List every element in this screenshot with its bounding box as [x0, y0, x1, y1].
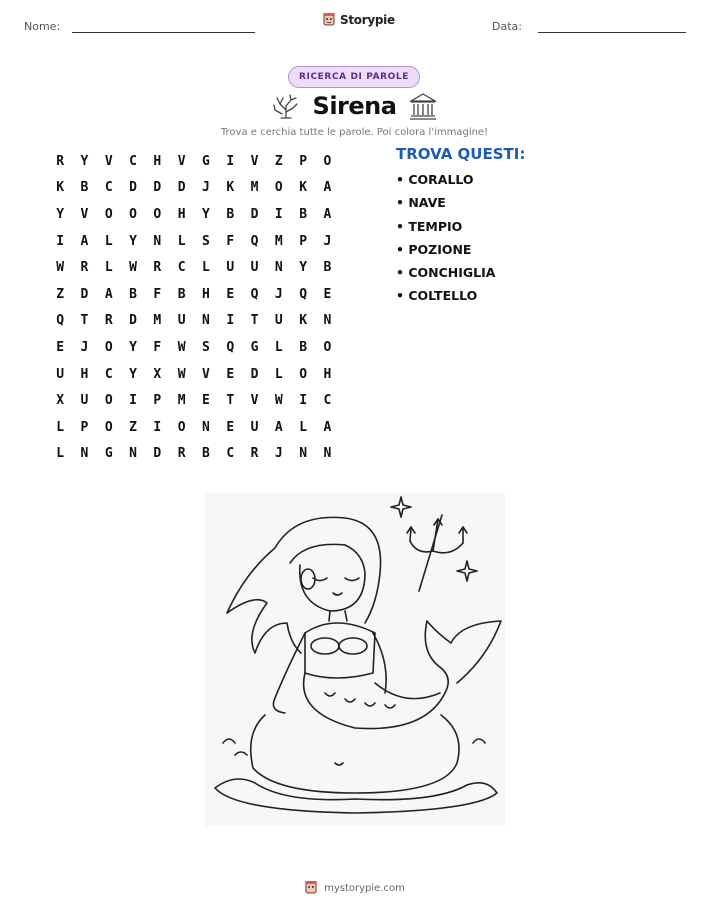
- grid-letter[interactable]: A: [104, 286, 113, 302]
- grid-letter[interactable]: L: [274, 339, 283, 355]
- grid-letter[interactable]: Q: [226, 339, 235, 355]
- grid-letter[interactable]: U: [250, 260, 259, 276]
- grid-letter[interactable]: L: [202, 260, 210, 276]
- grid-letter[interactable]: H: [153, 153, 162, 169]
- grid-letter[interactable]: C: [177, 260, 186, 276]
- grid-letter[interactable]: Z: [56, 286, 65, 302]
- grid-letter[interactable]: O: [299, 366, 308, 382]
- grid-letter[interactable]: C: [104, 366, 113, 382]
- grid-letter[interactable]: J: [80, 339, 89, 355]
- grid-letter[interactable]: V: [250, 153, 259, 169]
- grid-letter[interactable]: O: [104, 419, 113, 435]
- grid-letter[interactable]: O: [323, 153, 332, 169]
- grid-letter[interactable]: Y: [56, 206, 65, 222]
- grid-letter[interactable]: W: [177, 339, 186, 355]
- grid-letter[interactable]: C: [129, 153, 137, 169]
- grid-letter[interactable]: D: [153, 446, 162, 462]
- grid-letter[interactable]: P: [299, 153, 308, 169]
- grid-letter[interactable]: Z: [129, 419, 137, 435]
- grid-letter[interactable]: J: [274, 286, 283, 302]
- grid-row: [48, 175, 340, 202]
- mermaid-coloring-image: [205, 493, 505, 826]
- grid-letter[interactable]: B: [202, 446, 210, 462]
- grid-letter[interactable]: V: [202, 366, 210, 382]
- page-title: Sirena: [312, 92, 397, 120]
- grid-letter[interactable]: W: [129, 260, 137, 276]
- grid-letter[interactable]: L: [56, 446, 65, 462]
- grid-letter[interactable]: M: [250, 180, 259, 196]
- grid-letter[interactable]: E: [323, 286, 332, 302]
- grid-letter[interactable]: B: [129, 286, 137, 302]
- grid-letter[interactable]: N: [80, 446, 89, 462]
- grid-letter[interactable]: R: [250, 446, 259, 462]
- grid-letter[interactable]: U: [80, 393, 89, 409]
- instructions: Trova e cerchia tutte le parole. Poi colora l'immagine!: [220, 127, 489, 138]
- grid-letter[interactable]: T: [80, 313, 89, 329]
- grid-letter[interactable]: G: [202, 153, 210, 169]
- grid-letter[interactable]: O: [153, 206, 162, 222]
- grid-letter[interactable]: I: [56, 233, 65, 249]
- grid-letter[interactable]: E: [226, 286, 235, 302]
- grid-letter[interactable]: T: [250, 313, 259, 329]
- grid-letter[interactable]: B: [299, 339, 308, 355]
- grid-letter[interactable]: X: [56, 393, 65, 409]
- grid-row: [48, 254, 340, 281]
- grid-letter[interactable]: K: [299, 313, 308, 329]
- grid-letter[interactable]: L: [104, 233, 113, 249]
- word-list-item: • POZIONE: [396, 241, 472, 257]
- date-line: [538, 32, 686, 33]
- date-label: Data:: [492, 20, 522, 33]
- grid-row: [48, 361, 340, 388]
- grid-letter[interactable]: X: [153, 366, 162, 382]
- activity-badge: RICERCA DI PAROLE: [288, 66, 420, 88]
- grid-letter[interactable]: J: [274, 446, 283, 462]
- grid-letter[interactable]: P: [80, 419, 89, 435]
- grid-letter[interactable]: H: [177, 206, 186, 222]
- grid-letter[interactable]: Q: [250, 286, 259, 302]
- grid-letter[interactable]: Y: [202, 206, 210, 222]
- grid-letter[interactable]: I: [299, 393, 308, 409]
- grid-letter[interactable]: O: [177, 419, 186, 435]
- grid-letter[interactable]: D: [129, 313, 137, 329]
- grid-letter[interactable]: V: [250, 393, 259, 409]
- temple-icon: [408, 92, 438, 120]
- grid-letter[interactable]: J: [323, 233, 332, 249]
- grid-letter[interactable]: G: [250, 339, 259, 355]
- grid-letter[interactable]: N: [299, 446, 308, 462]
- grid-letter[interactable]: F: [226, 233, 235, 249]
- grid-letter[interactable]: N: [323, 313, 332, 329]
- grid-letter[interactable]: V: [104, 153, 113, 169]
- grid-letter[interactable]: U: [274, 313, 283, 329]
- grid-letter[interactable]: C: [104, 180, 113, 196]
- grid-letter[interactable]: Y: [80, 153, 89, 169]
- grid-letter[interactable]: H: [323, 366, 332, 382]
- grid-letter[interactable]: K: [299, 180, 308, 196]
- grid-letter[interactable]: H: [202, 286, 210, 302]
- grid-letter[interactable]: D: [129, 180, 137, 196]
- word-list-item: • COLTELLO: [396, 288, 478, 304]
- word-list-item: • CORALLO: [396, 172, 474, 187]
- grid-letter[interactable]: O: [104, 393, 113, 409]
- grid-letter[interactable]: R: [56, 153, 65, 169]
- grid-letter[interactable]: F: [153, 286, 162, 302]
- storypie-mascot-icon: [322, 12, 336, 28]
- grid-letter[interactable]: A: [274, 419, 283, 435]
- word-list-item: • TEMPIO: [396, 218, 463, 234]
- grid-letter[interactable]: C: [323, 393, 332, 409]
- grid-letter[interactable]: T: [226, 393, 235, 409]
- footer-site: mystorypie.com: [324, 882, 405, 894]
- grid-row: [48, 387, 340, 414]
- grid-letter[interactable]: B: [323, 260, 332, 276]
- name-line: [72, 32, 255, 33]
- grid-letter[interactable]: N: [274, 260, 283, 276]
- grid-letter[interactable]: O: [104, 339, 113, 355]
- grid-letter[interactable]: W: [56, 260, 65, 276]
- grid-letter[interactable]: B: [80, 180, 89, 196]
- title-row: [0, 92, 709, 120]
- grid-letter[interactable]: G: [104, 446, 113, 462]
- grid-letter[interactable]: R: [177, 446, 186, 462]
- grid-letter[interactable]: M: [177, 393, 186, 409]
- grid-letter[interactable]: O: [274, 180, 283, 196]
- grid-letter[interactable]: D: [250, 366, 259, 382]
- footer: [0, 880, 709, 896]
- grid-letter[interactable]: K: [56, 180, 65, 196]
- grid-letter[interactable]: P: [153, 393, 162, 409]
- word-list: [396, 172, 495, 312]
- grid-letter[interactable]: A: [323, 180, 332, 196]
- grid-letter[interactable]: Y: [129, 233, 137, 249]
- grid-letter[interactable]: U: [177, 313, 186, 329]
- grid-letter[interactable]: W: [177, 366, 186, 382]
- mermaid-illustration: [205, 493, 505, 826]
- grid-letter[interactable]: D: [80, 286, 89, 302]
- grid-letter[interactable]: D: [177, 180, 186, 196]
- grid-letter[interactable]: P: [299, 233, 308, 249]
- grid-letter[interactable]: R: [104, 313, 113, 329]
- grid-row: [48, 228, 340, 255]
- grid-letter[interactable]: I: [274, 206, 283, 222]
- grid-letter[interactable]: Q: [56, 313, 65, 329]
- word-list-item: • CONCHIGLIA: [396, 265, 496, 281]
- grid-letter[interactable]: V: [80, 206, 89, 222]
- grid-letter[interactable]: R: [80, 260, 89, 276]
- grid-letter[interactable]: I: [226, 313, 235, 329]
- grid-letter[interactable]: N: [202, 313, 210, 329]
- grid-letter[interactable]: W: [274, 393, 283, 409]
- grid-letter[interactable]: Y: [129, 366, 137, 382]
- grid-row: [48, 308, 340, 335]
- word-list-item: • NAVE: [396, 195, 446, 211]
- grid-letter[interactable]: S: [202, 339, 210, 355]
- grid-letter[interactable]: E: [56, 339, 65, 355]
- grid-letter[interactable]: A: [323, 419, 332, 435]
- grid-letter[interactable]: L: [104, 260, 113, 276]
- grid-letter[interactable]: E: [202, 393, 210, 409]
- grid-letter[interactable]: V: [177, 153, 186, 169]
- grid-letter[interactable]: Q: [299, 286, 308, 302]
- grid-letter[interactable]: U: [250, 419, 259, 435]
- word-search-grid: [48, 148, 340, 467]
- name-label: Nome:: [24, 20, 61, 33]
- grid-letter[interactable]: D: [250, 206, 259, 222]
- brand-logo: [322, 12, 395, 28]
- grid-row: [48, 201, 340, 228]
- grid-letter[interactable]: O: [323, 339, 332, 355]
- grid-letter[interactable]: A: [323, 206, 332, 222]
- grid-letter[interactable]: L: [274, 366, 283, 382]
- grid-letter[interactable]: C: [226, 446, 235, 462]
- grid-letter[interactable]: I: [129, 393, 137, 409]
- grid-letter[interactable]: E: [226, 419, 235, 435]
- grid-letter[interactable]: H: [80, 366, 89, 382]
- grid-row: [48, 148, 340, 175]
- grid-letter[interactable]: M: [274, 233, 283, 249]
- grid-letter[interactable]: I: [226, 153, 235, 169]
- grid-letter[interactable]: O: [104, 206, 113, 222]
- grid-letter[interactable]: I: [153, 419, 162, 435]
- grid-letter[interactable]: M: [153, 313, 162, 329]
- grid-letter[interactable]: B: [177, 286, 186, 302]
- grid-letter[interactable]: Y: [129, 339, 137, 355]
- grid-letter[interactable]: Q: [250, 233, 259, 249]
- grid-row: [48, 281, 340, 308]
- grid-letter[interactable]: F: [153, 339, 162, 355]
- grid-letter[interactable]: S: [202, 233, 210, 249]
- grid-letter[interactable]: N: [202, 419, 210, 435]
- grid-letter[interactable]: B: [299, 206, 308, 222]
- grid-letter[interactable]: E: [226, 366, 235, 382]
- grid-letter[interactable]: N: [129, 446, 137, 462]
- grid-letter[interactable]: Y: [299, 260, 308, 276]
- grid-letter[interactable]: O: [129, 206, 137, 222]
- grid-letter[interactable]: J: [202, 180, 210, 196]
- grid-letter[interactable]: A: [80, 233, 89, 249]
- grid-letter[interactable]: N: [323, 446, 332, 462]
- grid-letter[interactable]: Z: [274, 153, 283, 169]
- grid-row: [48, 441, 340, 468]
- grid-letter[interactable]: U: [56, 366, 65, 382]
- grid-row: [48, 334, 340, 361]
- word-list-title: TROVA QUESTI:: [396, 145, 526, 163]
- grid-letter[interactable]: D: [153, 180, 162, 196]
- grid-letter[interactable]: L: [56, 419, 65, 435]
- grid-letter[interactable]: B: [226, 206, 235, 222]
- grid-letter[interactable]: U: [226, 260, 235, 276]
- grid-letter[interactable]: L: [177, 233, 186, 249]
- grid-letter[interactable]: L: [299, 419, 308, 435]
- brand-name: Storypie: [340, 13, 395, 27]
- grid-letter[interactable]: K: [226, 180, 235, 196]
- storypie-mascot-icon: [304, 880, 318, 896]
- grid-row: [48, 414, 340, 441]
- coral-icon: [271, 92, 301, 120]
- grid-letter[interactable]: N: [153, 233, 162, 249]
- grid-letter[interactable]: R: [153, 260, 162, 276]
